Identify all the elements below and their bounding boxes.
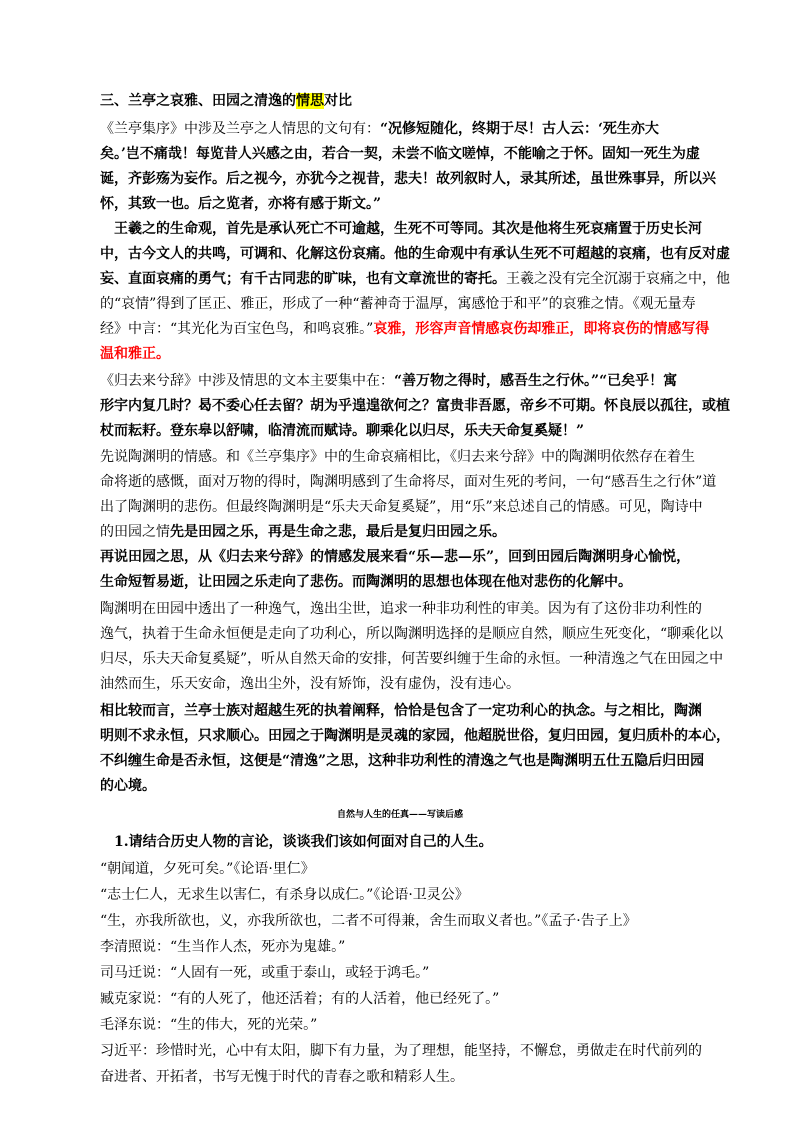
paragraph-line: 生命短暂易逝，让田园之乐走向了悲伤。而陶渊明的思想也体现在他对悲伤的化解中。 bbox=[100, 574, 632, 590]
heading-text-tail: 对比 bbox=[324, 93, 352, 109]
paragraph-line: 中，古今文人的共鸣，可调和、化解这份哀痛。他的生命观中有承认生死不可超越的哀痛，也有反对虚 bbox=[100, 246, 730, 262]
paragraph-line: 的“哀情”得到了匡正、雅正，形成了一种“蓄神奇于温厚，寓感怆于和平”的哀雅之情。《观无量寿 bbox=[100, 296, 696, 312]
quote-line: “朝闻道，夕死可矣。”《论语·里仁》 bbox=[100, 861, 315, 877]
question-line: 1.请结合历史人物的言论，谈谈我们该如何面对自己的人生。 bbox=[114, 834, 493, 850]
heading-text: 三、兰亭之哀雅、田园之清逸的 bbox=[100, 93, 296, 109]
paragraph-line: 明则不求永恒，只求顺心。田园之于陶渊明是灵魂的家园，他超脱世俗，复归田园，复归质朴的本心， bbox=[100, 728, 730, 744]
quote-line: 臧克家说：“有的人死了，他还活着；有的人活着，他已经死了。” bbox=[100, 991, 500, 1007]
paragraph-line: 再说田园之思，从《归去来兮辞》的情感发展来看“乐—悲—乐”，回到田园后陶渊明身心愉悦， bbox=[100, 549, 691, 565]
quote-line: 李清照说：“生当作人杰，死亦为鬼雄。” bbox=[100, 939, 346, 955]
quote-line: 司马迁说：“人固有一死，或重于泰山，或轻于鸿毛。” bbox=[100, 965, 430, 981]
paragraph-line: 先说陶渊明的情感。和《兰亭集序》中的生命哀痛相比，《归去来兮辞》中的陶渊明依然存在着生 bbox=[100, 449, 695, 465]
red-emphasis: 温和雅正。 bbox=[100, 346, 170, 362]
quote-line: “生，亦我所欲也，义，亦我所欲也，二者不可得兼，舍生而取义者也。”《孟子·告子上》 bbox=[100, 913, 637, 929]
heading-highlight: 情思 bbox=[296, 93, 324, 109]
paragraph-line: 《归去来兮辞》中涉及情思的文本主要集中在：“善万物之得时，感吾生之行休。”“已矣乎！寓 bbox=[100, 373, 678, 389]
quote-line: 奋进者、开拓者，书写无愧于时代的青春之歌和精彩人生。 bbox=[100, 1069, 464, 1085]
paragraph-line: 《兰亭集序》中涉及兰亭之人情思的文句有：“况修短随化，终期于尽！古人云：‘死生亦大 bbox=[100, 121, 659, 137]
paragraph-line: 油然而生，乐天安命，逸出尘外，没有矫饰，没有虚伪，没有违心。 bbox=[100, 676, 520, 692]
paragraph-line: 逸气，执着于生命永恒便是走向了功利心，所以陶渊明选择的是顺应自然，顺应生死变化，“聊乘化以 bbox=[100, 626, 724, 642]
essay-title: 自然与人生的任真——写读后感 bbox=[336, 810, 463, 820]
paragraph-line: 形宇内复几时？曷不委心任去留？胡为乎遑遑欲何之？富贵非吾愿，帝乡不可期。怀良辰以孤往，或植 bbox=[100, 398, 730, 414]
paragraph-line: 出了陶渊明的悲伤。但最终陶渊明是“乐夫天命复奚疑”，用“乐”来总述自己的情感。可见，陶诗中 bbox=[100, 499, 703, 515]
paragraph-line: 相比较而言，兰亭士族对超越生死的执着阐释，恰恰是包含了一定功利心的执念。与之相比，陶渊 bbox=[100, 703, 702, 719]
paragraph-line: 命将逝的感慨，面对万物的得时，陶渊明感到了生命将尽，面对生死的考问，一句“感吾生之行休”道 bbox=[100, 474, 717, 490]
paragraph-line: 怀，其致一也。后之览者，亦将有感于斯文。” bbox=[100, 196, 382, 212]
paragraph-line: 妄、直面哀痛的勇气；有千古同悲的旷味，也有文章流世的寄托。王羲之没有完全沉溺于哀痛之中，他 bbox=[100, 271, 730, 287]
quote-line: “志士仁人，无求生以害仁，有杀身以成仁。”《论语·卫灵公》 bbox=[100, 887, 469, 903]
paragraph-line: 陶渊明在田园中透出了一种逸气，逸出尘世，追求一种非功利性的审美。因为有了这份非功利性的 bbox=[100, 601, 702, 617]
paragraph-line: 王羲之的生命观，首先是承认死亡不可逾越，生死不可等同。其次是他将生死哀痛置于历史长河 bbox=[114, 221, 702, 237]
paragraph-line: 归尽，乐夫天命复奚疑”，听从自然天命的安排，何苦要纠缠于生命的永恒。一种清逸之气在田园之中 bbox=[100, 651, 724, 667]
paragraph-line: 的田园之情先是田园之乐，再是生命之悲，最后是复归田园之乐。 bbox=[100, 524, 506, 540]
paragraph-line: 杖而耘耔。登东皋以舒啸，临清流而赋诗。聊乘化以归尽，乐夫天命复奚疑！” bbox=[100, 423, 585, 439]
paragraph-line: 的心境。 bbox=[100, 778, 156, 794]
red-emphasis: 哀雅，形容声音情感哀伤却雅正，即将哀伤的情感写得 bbox=[373, 321, 710, 337]
quote-line: 习近平：珍惜时光，心中有太阳，脚下有力量，为了理想，能坚持，不懈怠，勇做走在时代前列的 bbox=[100, 1043, 702, 1059]
section-heading bbox=[100, 92, 352, 110]
paragraph-line: 诞，齐彭殇为妄作。后之视今，亦犹今之视昔，悲夫！故列叙时人，录其所述，虽世殊事异，所以兴 bbox=[100, 171, 716, 187]
paragraph-line: 不纠缠生命是否永恒，这便是“清逸”之思，这种非功利性的清逸之气也是陶渊明五仕五隐后归田园 bbox=[100, 753, 705, 769]
quote-line: 毛泽东说：“生的伟大，死的光荣。” bbox=[100, 1017, 318, 1033]
paragraph-line: 经》中言：“其光化为百宝色鸟，和鸣哀雅。”哀雅，形容声音情感哀伤却雅正，即将哀伤的情感写得 bbox=[100, 321, 710, 337]
paragraph-line: 矣。’岂不痛哉！每览昔人兴感之由，若合一契，未尝不临文嗟悼，不能喻之于怀。固知一死生为虚 bbox=[100, 146, 700, 162]
